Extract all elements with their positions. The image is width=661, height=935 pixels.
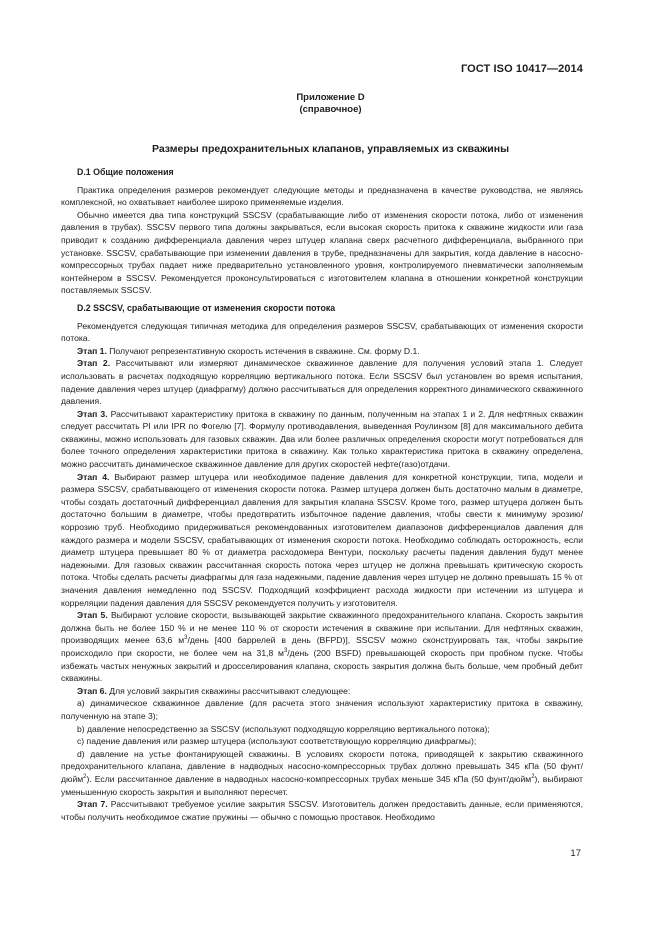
item-text: ). Если рассчитанное давление в надводных насосно-компрессорных трубах меньше 345 кПа (50 фунт/дюйм (86, 773, 532, 784)
step-label: Этап 4. (77, 471, 110, 482)
paragraph: Практика определения размеров рекомендует следующие методы и предназначена в качестве руководства, не являясь комплексной, но охватывает наиболее широко применяемые изделия. (61, 184, 583, 208)
step-label: Этап 2. (77, 358, 111, 369)
step-label: Этап 3. (77, 408, 108, 419)
step-text: /день [400 баррелей в день (BFPD)], SSCSV можно сконструировать так, чтобы закрытие происходило при скорости, не более чем на 31,8 м (61, 635, 583, 658)
standard-header: ГОСТ ISO 10417—2014 (460, 63, 583, 75)
step-label: Этап 6. (77, 685, 107, 696)
step-text: Рассчитывают или измеряют динамическое скважинное давление для получения условий этапа 1. Следует использовать в расчетах подходящую корреляцию вертикального потока. Если SSCSV был установлен во время испытания, падение давления через штуцер (диафрагму) должно рассчитываться для определения корректного динамического скважинного давления. (61, 358, 583, 407)
section-heading-d2: D.2 SSCSV, срабатывающие от изменения скорости потока (77, 302, 336, 313)
step-text: /день (200 BSFD) превышающей скорость при пробном пуске. Чтобы избежать частых ненужных закрытий и дросселирования клапана, скорость закрытия должна быть больше, чем пробный дебит скважины. (61, 647, 583, 684)
annex-type: (справочное) (299, 104, 362, 115)
step-2-paragraph (61, 357, 583, 407)
annex-heading (0, 92, 661, 116)
list-item-c: c) падение давления или размер штуцера (используют соответствующую корреляцию диафрагмы); (77, 736, 477, 747)
step-6-paragraph (61, 685, 583, 698)
superscript: 3 (283, 648, 288, 655)
list-item-b: b) давление непосредственно за SSCSV (используют подходящую корреляцию вертикального потока); (77, 723, 490, 734)
item-text: ), выбирают уменьшенную скорость закрытия и выполняют пересчет. (61, 773, 583, 797)
annex-label: Приложение D (296, 92, 365, 103)
step-label: Этап 5. (77, 610, 108, 621)
step-text: Рассчитывают характеристику притока в скважину по данным, полученным на этапах 1 и 2. Для нефтяных скважин следует рассчитать PI или IPR по Фогелю [7]. Формулу противодавления, выведенная Роулинзом [8] для максимального дебита скважины, можно использовать для газовых скважин. Два или более различных определения скорости могут потребоваться для более точного определения характеристики притока в скважину. Как только характеристика притока в скважину определена, можно рассчитать динамическое скважинное давление для других скоростей нефте(газо)отдачи. (61, 408, 583, 470)
step-text: Рассчитывают требуемое усилие закрытия SSCSV. Изготовитель должен предоставить данные, если применяются, чтобы получить необходимое сжатие пружины — обычно с помощью проставок. Необходимо (61, 799, 583, 822)
list-item-a: a) динамическое скважинное давление (для расчета этого значения используют характеристику притока в скважину, полученную на этапе 3); (61, 698, 583, 721)
step-1-paragraph (61, 345, 583, 358)
step-label: Этап 1. (77, 345, 107, 356)
paragraph: Рекомендуется следующая типичная методика для определения размеров SSCSV, срабатывающих от изменения скорости потока. (61, 320, 583, 344)
step-label: Этап 7. (77, 799, 108, 810)
superscript: 2 (83, 774, 87, 781)
item-text: d) давление на устье фонтанирующей скважины. В условиях скорости потока, приводящей к закрытию скважинного предохранительного клапана, давление в надводных насосно-компрессорных трубах должно превышать 345 кПа (50 фунт/дюйм (61, 748, 583, 784)
document-body (61, 166, 583, 823)
paragraph: Обычно имеется два типа конструкций SSCSV (срабатывающие либо от изменения скорости потока, либо от изменения давления в трубах). SSCSV первого типа должны закрываться, если высокая скорость притока к скважине жидкости или газа приводит к созданию дифференциала давления через штуцер клапана сверх расчетного дифференциала, выбранного при установке. SSCSV, срабатывающие при изменении давления в трубе, предназначены для закрытия, когда давление в насосно-компрессорных трубах падает ниже предварительно установленного уровня, контролируемого пневматически заполняемым контейнером в SSCSV. Рекомендуется проконсультироваться с изготовителем клапана в отношении конкретной конструкции поставляемых SSCSV. (61, 209, 583, 296)
step-text: Выбирают условие скорости, вызывающей закрытие скважинного предохранительного клапана. Скорость закрытия должна быть не более 150 % и не менее 110 % от скорости истечения в скважине при испытании. Для нефтяных скважин, производящих менее 63,6 м (61, 610, 583, 646)
step-5-paragraph (61, 609, 583, 685)
step-4-paragraph (61, 471, 583, 610)
list-item-d (61, 748, 583, 798)
step-3-paragraph (61, 408, 583, 471)
step-7-paragraph (61, 798, 583, 823)
step-text: Получают репрезентативную скорость истечения в скважине. См. форму D.1. (106, 345, 420, 356)
step-text: Для условий закрытия скважины рассчитывают следующее: (106, 685, 351, 696)
annex-title: Размеры предохранительных клапанов, управляемых из скважины (151, 143, 510, 155)
section-heading-d1: D.1 Общие положения (77, 167, 174, 177)
superscript: 2 (531, 774, 535, 781)
step-text: Выбирают размер штуцера или необходимое падение давления для конкретной конструкции, типа, модели и размера SSCSV, срабатывающего от изменения скорости потока. Размер штуцера должен быть достаточно малым в диаметре, чтобы создать достаточный дифференциал давления для закрытия клапана SSCSV. Кроме того, размер штуцера должен быть достаточно большим в диаметре, чтобы предотвратить избыточное падение давления, чтобы свести к минимуму эрозию/коррозию труб. Необходимо придерживаться рекомендованных изготовителем диапазонов дифференциалов давления для каждого размера и модели SSCSV, срабатывающих от изменения скорости потока. Необходимо соблюдать осторожность, если диаметр штуцера превышает 80 % от диаметра расходомера Вентури, поскольку расчеты падения давления будут менее надежными. Для газовых скважин рассчитанная скорость потока через штуцер не должна превышать критическую скорость потока. Чтобы сделать расчеты диафрагмы для газа надежными, падение давления через штуцер не должно превышать 15 % от значения давления немедленно под SSCSV. Подходящий коэффициент расхода жидкости при истечении из штуцера и корреляции падения давления для SSCSV рекомендуется получить у изготовителя. (61, 471, 583, 608)
page-number: 17 (570, 848, 581, 859)
superscript: 3 (184, 635, 188, 642)
